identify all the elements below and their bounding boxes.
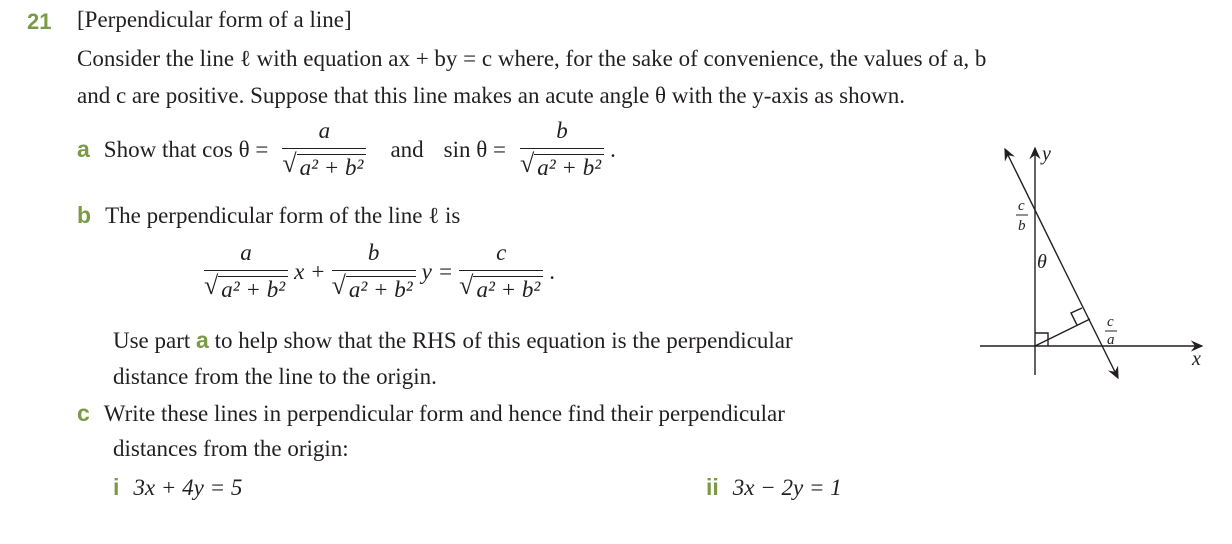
y-int-den: b — [1018, 218, 1026, 234]
sin-text: sin θ = — [443, 136, 506, 162]
and-text: and — [390, 136, 424, 162]
item-label: ii — [706, 474, 719, 500]
part-c-label: c — [77, 400, 90, 426]
intro-line-2: and c are positive. Suppose that this line makes an acute angle θ with the y-axis as shown. — [77, 83, 905, 108]
question-number: 21 — [27, 9, 52, 34]
denominator: a² + b² — [534, 154, 604, 181]
denominator: a² + b² — [297, 154, 367, 181]
denominator: a² + b² — [218, 276, 288, 303]
item-label: i — [113, 474, 120, 500]
right-angle-foot — [1071, 308, 1082, 325]
x-int-num: c — [1107, 314, 1114, 330]
y-int-num: c — [1018, 198, 1025, 214]
text: Write these lines in perpendicular form and hence find their perpendicular — [103, 401, 785, 426]
sin-fraction: b √ a² + b² — [520, 118, 604, 181]
part-a-label: a — [77, 136, 90, 162]
text: Use part — [113, 328, 191, 353]
numerator: b — [367, 240, 380, 265]
part-c-line-2: distances from the origin: — [113, 436, 349, 461]
fraction-a: a √ a² + b² — [204, 240, 288, 303]
y-equals: y = — [421, 258, 454, 284]
part-b-line-2: distance from the line to the origin. — [113, 364, 437, 389]
denominator: a² + b² — [346, 276, 416, 303]
equation: 3x + 4y = 5 — [133, 475, 243, 500]
x-axis-label: x — [1192, 348, 1201, 370]
cos-fraction: a √ a² + b² — [282, 118, 366, 181]
theta-label: θ — [1037, 251, 1047, 273]
numerator: a — [240, 240, 252, 265]
y-axis-label: y — [1042, 143, 1051, 165]
fraction-b: b √ a² + b² — [332, 240, 416, 303]
denominator: a² + b² — [473, 276, 543, 303]
period: . — [610, 136, 616, 162]
x-int-den: a — [1107, 332, 1115, 348]
equation: 3x − 2y = 1 — [732, 475, 842, 500]
x-plus: x + — [294, 258, 326, 284]
part-b-label: b — [77, 202, 92, 228]
numerator: b — [556, 118, 568, 143]
period: . — [549, 258, 555, 284]
intro-line-1: Consider the line ℓ with equation ax + by = c where, for the sake of convenience, the values of a, b — [77, 46, 987, 71]
part-ref: a — [196, 327, 209, 353]
right-angle-origin — [1035, 333, 1048, 346]
fraction-c: c √ a² + b² — [459, 240, 543, 303]
text: to help show that the RHS of this equation is the perpendicular — [214, 328, 793, 353]
part-a-text: Show that cos θ = — [103, 136, 269, 162]
question-title: [Perpendicular form of a line] — [77, 7, 352, 32]
line-l — [1005, 149, 1062, 265]
numerator: c — [496, 240, 507, 265]
numerator: a — [318, 118, 331, 143]
part-b-text: The perpendicular form of the line ℓ is — [105, 203, 461, 228]
